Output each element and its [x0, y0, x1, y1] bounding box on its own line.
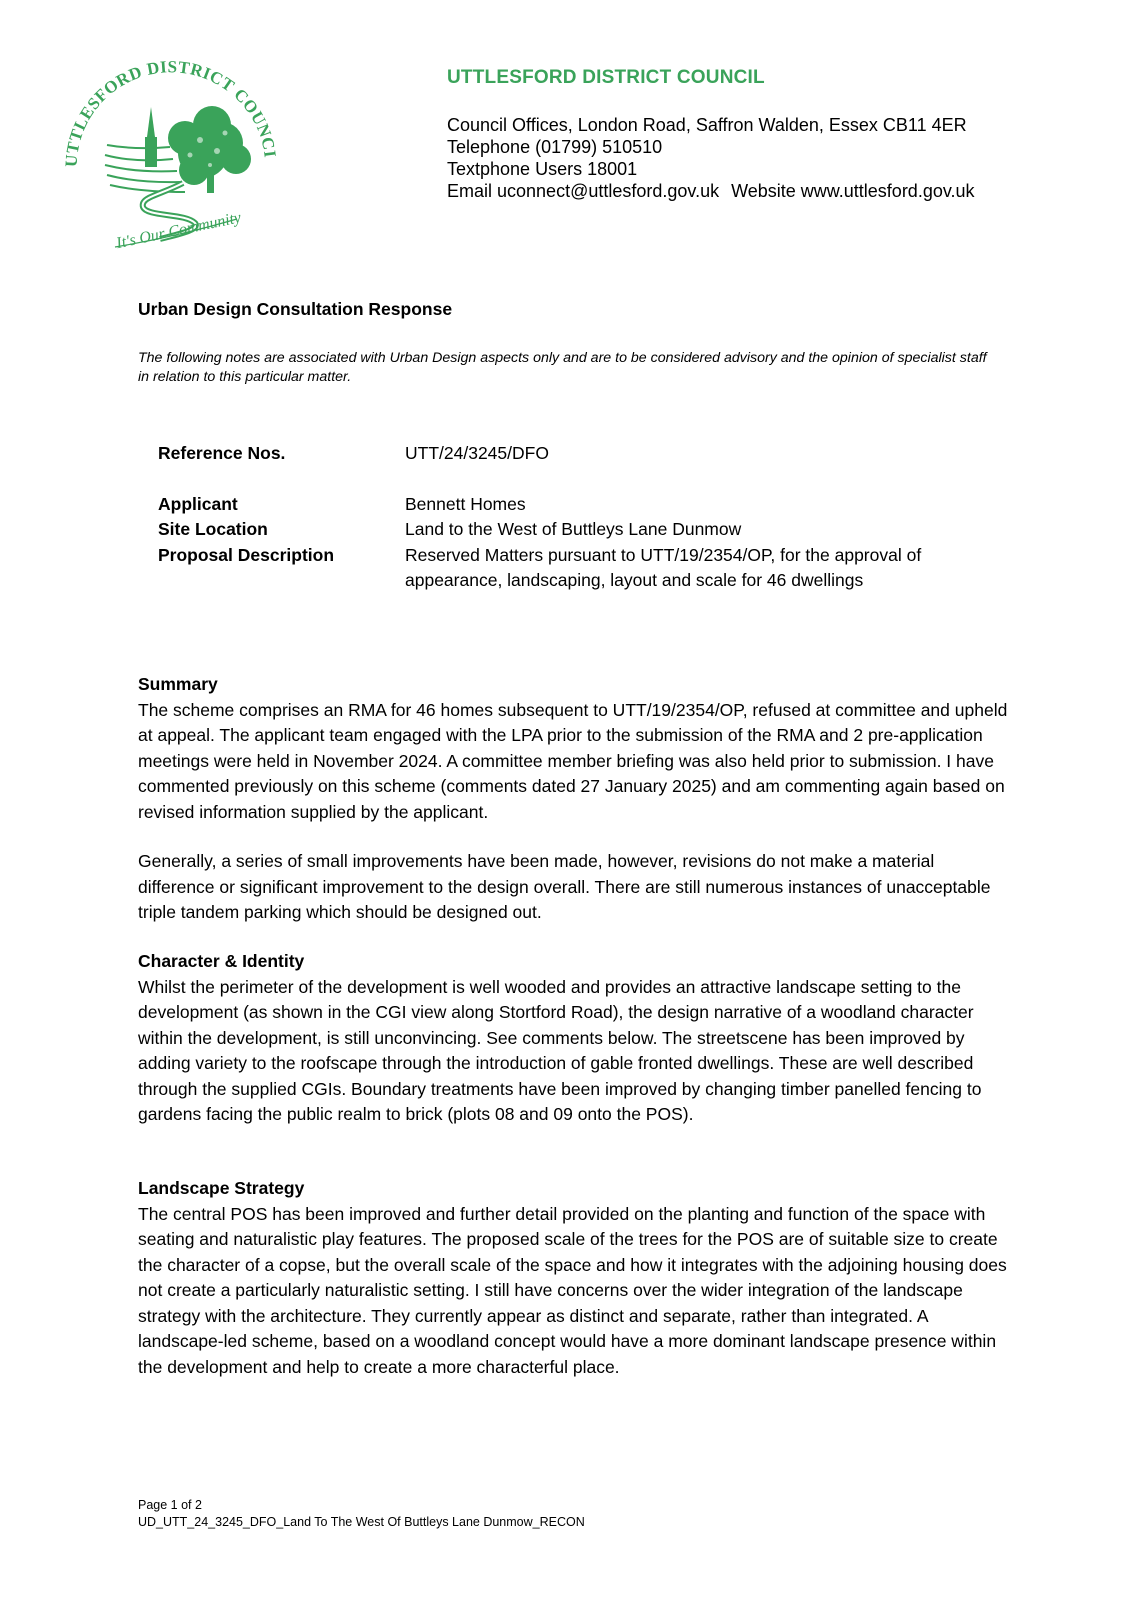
logo-arc-text: UTTLESFORD DISTRICT COUNCI: [61, 57, 280, 168]
council-crest-icon: [55, 55, 285, 255]
site-location-value: Land to the West of Buttleys Lane Dunmow: [405, 519, 742, 539]
email-website-line: [447, 180, 975, 202]
proposal-label: Proposal Description: [158, 544, 335, 565]
contact-block: [447, 114, 975, 202]
site-location-row: [158, 517, 998, 543]
summary-paragraph-2: Generally, a series of small improvements have been made, however, revisions do not make a material difference or significant improvement to the design overall. There are still numerous instances of unacceptable triple tandem parking which should be designed out.: [138, 851, 991, 922]
summary-paragraph: The scheme comprises an RMA for 46 homes subsequent to UTT/19/2354/OP, refused at committee and upheld at appeal. The applicant team engaged with the LPA prior to the submission of the RMA and 2 pre-application meetings were held in November 2024. A committee member briefing was also held prior to submission. I have commented previously on this scheme (comments dated 27 January 2025) and am commenting again based on revised information supplied by the applicant.: [138, 699, 1008, 822]
landscape-strategy-heading: Landscape Strategy: [138, 1178, 305, 1198]
reference-label: Reference Nos.: [158, 443, 286, 463]
address-line: Council Offices, London Road, Saffron Walden, Essex CB11 4ER: [447, 115, 967, 135]
proposal-value: Reserved Matters pursuant to UTT/19/2354/OP, for the approval of appearance, landscaping, layout and scale for 46 dwellings: [405, 544, 922, 590]
applicant-value: Bennett Homes: [405, 493, 526, 514]
email-text: Email uconnect@uttlesford.gov.uk: [447, 181, 720, 201]
page-footer: [138, 1497, 585, 1531]
document-filename: UD_UTT_24_3245_DFO_Land To The West Of Buttleys Lane Dunmow_RECON: [138, 1515, 585, 1529]
reference-table: [158, 441, 998, 594]
document-title: Urban Design Consultation Response: [138, 299, 453, 319]
character-identity-section: [138, 949, 1008, 1128]
council-name-heading: UTTLESFORD DISTRICT COUNCIL: [447, 67, 765, 88]
proposal-row: [158, 543, 998, 594]
site-location-label: Site Location: [158, 519, 268, 539]
logo-tagline: It's Our Community: [114, 209, 243, 253]
advisory-note: The following notes are associated with Urban Design aspects only and are to be considered advisory and the opinion of specialist staff in relation to this particular matter.: [138, 350, 987, 385]
textphone-line: Textphone Users 18001: [447, 159, 638, 179]
applicant-row: [158, 492, 998, 518]
character-identity-heading: Character & Identity: [138, 951, 305, 971]
landscape-strategy-section: [138, 1176, 1008, 1380]
reference-row: [158, 441, 998, 467]
applicant-label: Applicant: [158, 493, 238, 514]
summary-section: [138, 672, 1008, 825]
character-identity-paragraph: Whilst the perimeter of the development is well wooded and provides an attractive landscape setting to the development (as shown in the CGI view along Stortford Road), the design narrative of a woodland character within the development, is still unconvincing. See comments below. The streetscene has been improved by adding variety to the roofscape through the introduction of gable fronted dwellings. These are well described through the supplied CGIs. Boundary treatments have been improved by changing timber panelled fencing to gardens facing the public realm to brick (plots 08 and 09 onto the POS).: [138, 976, 982, 1124]
page-number: Page 1 of 2: [138, 1498, 202, 1512]
summary-heading: Summary: [138, 674, 218, 694]
telephone-line: Telephone (01799) 510510: [447, 137, 663, 157]
summary-section-continued: [138, 849, 1008, 926]
landscape-strategy-paragraph: The central POS has been improved and further detail provided on the planting and function of the space with seating and naturalistic play features. The proposed scale of the trees for the POS are of suitable size to create the character of a copse, but the overall scale of the space and how it integrates with the adjoining housing does not create a particularly naturalistic setting. I still have concerns over the wider integration of the landscape strategy with the architecture. They currently appear as distinct and separate, rather than integrated. A landscape-led scheme, based on a woodland concept would have a more dominant landscape presence within the development and help to create a more characterful place.: [138, 1203, 1007, 1377]
council-logo: [55, 55, 285, 255]
website-text: Website www.uttlesford.gov.uk: [731, 181, 975, 201]
reference-value: UTT/24/3245/DFO: [405, 443, 549, 463]
